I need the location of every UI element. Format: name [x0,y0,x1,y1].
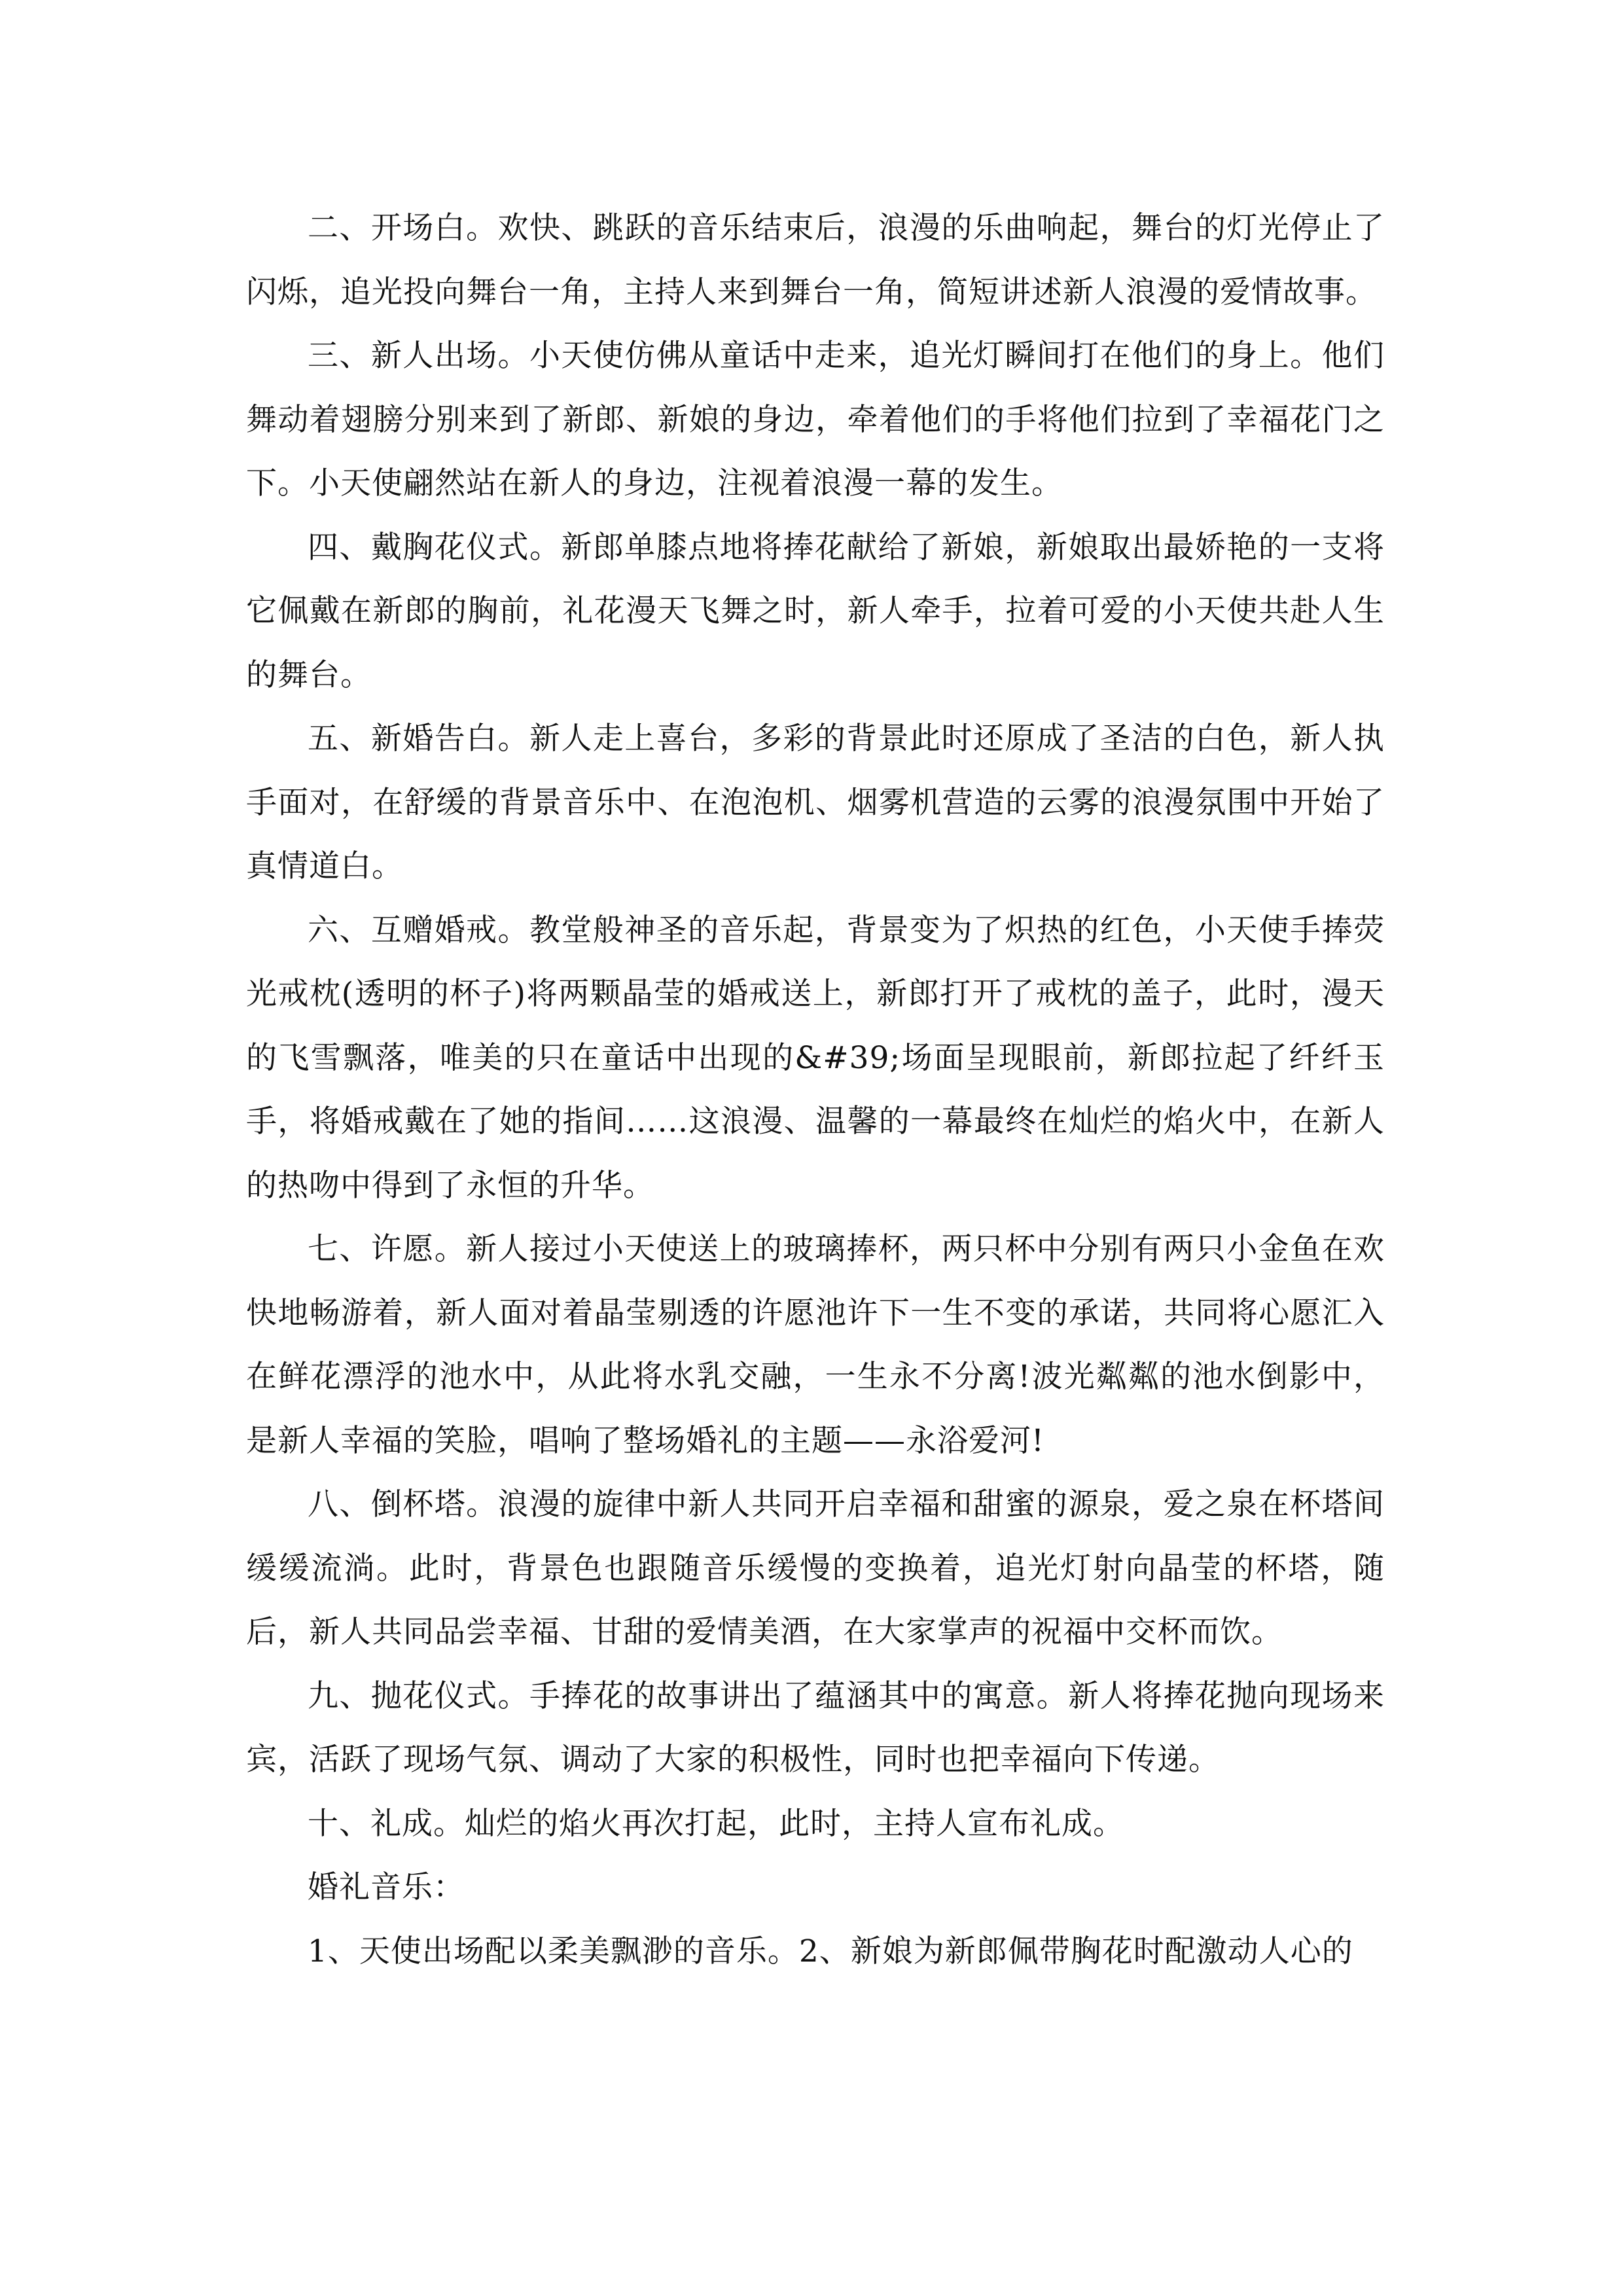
paragraph-corsage-ceremony: 四、戴胸花仪式。新郎单膝点地将捧花献给了新娘，新娘取出最娇艳的一支将它佩戴在新郎的胸前，礼花漫天飞舞之时，新人牵手，拉着可爱的小天使共赴人生的舞台。 [246,529,1385,693]
paragraph-wedding-vows: 五、新婚告白。新人走上喜台，多彩的背景此时还原成了圣洁的白色，新人执手面对，在舒缓的背景音乐中、在泡泡机、烟雾机营造的云雾的浪漫氛围中开始了真情道白。 [246,721,1385,884]
paragraph-wishing: 七、许愿。新人接过小天使送上的玻璃捧杯，两只杯中分别有两只小金鱼在欢快地畅游着，新人面对着晶莹剔透的许愿池许下一生不变的承诺，共同将心愿汇入在鲜花漂浮的池水中，从此将水乳交融，一生永不分离!波光粼粼的池水倒影中，是新人幸福的笑脸，唱响了整场婚礼的主题——永浴爱河! [246,1231,1385,1459]
paragraph-champagne-tower: 八、倒杯塔。浪漫的旋律中新人共同开启幸福和甜蜜的源泉，爱之泉在杯塔间缓缓流淌。此时，背景色也跟随音乐缓慢的变换着，追光灯射向晶莹的杯塔，随后，新人共同品尝幸福、甘甜的爱情美酒，在大家掌声的祝福中交杯而饮。 [246,1486,1385,1650]
paragraph-music-heading: 婚礼音乐： [308,1869,465,1905]
paragraph-ceremony-complete: 十、礼成。灿烂的焰火再次打起，此时，主持人宣布礼成。 [308,1805,1124,1842]
paragraph-music-list: 1、天使出场配以柔美飘渺的音乐。2、新娘为新郎佩带胸花时配激动人心的 [308,1933,1353,1969]
paragraph-ring-exchange: 六、互赠婚戒。教堂般神圣的音乐起，背景变为了炽热的红色，小天使手捧荧光戒枕(透明的杯子)将两颗晶莹的婚戒送上，新郎打开了戒枕的盖子，此时，漫天的飞雪飘落，唯美的只在童话中出现的&#39;场面呈现眼前，新郎拉起了纤纤玉手，将婚戒戴在了她的指间……这浪漫、温馨的一幕最终在灿烂的焰火中，在新人的热吻中得到了永恒的升华。 [246,912,1385,1204]
paragraph-couple-entrance: 三、新人出场。小天使仿佛从童话中走来，追光灯瞬间打在他们的身上。他们舞动着翅膀分别来到了新郎、新娘的身边，牵着他们的手将他们拉到了幸福花门之下。小天使翩然站在新人的身边，注视着浪漫一幕的发生。 [246,338,1385,501]
document-body [246,196,1385,1983]
paragraph-opening-speech: 二、开场白。欢快、跳跃的音乐结束后，浪漫的乐曲响起，舞台的灯光停止了闪烁，追光投向舞台一角，主持人来到舞台一角，简短讲述新人浪漫的爱情故事。 [246,210,1385,310]
paragraph-bouquet-toss: 九、抛花仪式。手捧花的故事讲出了蕴涵其中的寓意。新人将捧花抛向现场来宾，活跃了现场气氛、调动了大家的积极性，同时也把幸福向下传递。 [246,1677,1385,1778]
